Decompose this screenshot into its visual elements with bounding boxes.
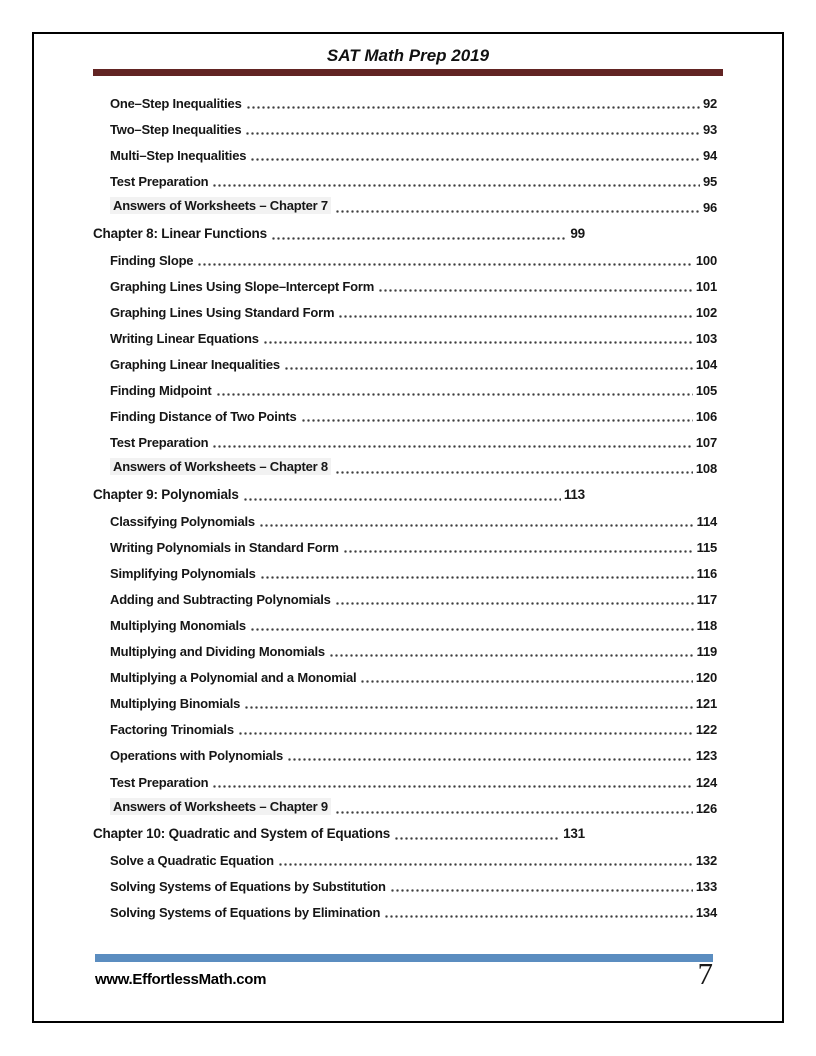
toc-leader — [271, 237, 568, 240]
toc-entry-label: Adding and Subtracting Polynomials — [110, 591, 331, 607]
toc-entry-label: Classifying Polynomials — [110, 513, 255, 529]
toc-page-number: 119 — [696, 644, 717, 660]
toc-entry-label: Writing Polynomials in Standard Form — [110, 539, 339, 555]
toc-page-number: 113 — [563, 487, 585, 502]
toc-entry-label: Solving Systems of Equations by Elimination — [110, 905, 381, 920]
toc-entry[interactable] — [93, 325, 723, 351]
toc-leader — [329, 654, 694, 657]
toc-entry-label: Graphing Linear Inequalities — [110, 357, 280, 373]
toc-entry[interactable] — [93, 429, 723, 455]
toc-entry[interactable] — [93, 873, 723, 899]
toc-page-number: 105 — [695, 383, 717, 399]
toc-page-number: 99 — [570, 226, 585, 242]
toc-page-number: 131 — [563, 826, 585, 842]
toc-leader — [384, 915, 693, 918]
toc-entry-label: One–Step Inequalities — [110, 96, 242, 112]
page-title: SAT Math Prep 2019 — [326, 46, 490, 65]
toc-page-number: 124 — [695, 774, 717, 790]
toc-entry-label: Chapter 8: Linear Functions — [93, 226, 267, 242]
toc-leader — [212, 445, 692, 448]
toc-leader — [343, 550, 694, 553]
toc-entry-label: Solving Systems of Equations by Substitution — [110, 878, 386, 894]
toc-entry[interactable] — [93, 220, 585, 246]
toc-leader — [278, 863, 693, 866]
toc-entry[interactable] — [93, 90, 723, 116]
toc-page-number: 133 — [695, 878, 717, 894]
toc-page-number: 94 — [702, 148, 717, 164]
toc-leader — [378, 289, 693, 292]
toc-entry-label: Chapter 10: Quadratic and System of Equations — [93, 826, 391, 842]
toc-leader — [394, 837, 560, 840]
toc-page-number: 116 — [696, 565, 717, 581]
toc-leader — [390, 889, 693, 892]
toc-entry[interactable] — [93, 664, 723, 690]
toc-page-number: 118 — [696, 617, 717, 633]
toc-leader — [244, 706, 693, 709]
toc-entry[interactable] — [93, 586, 723, 612]
toc-entry[interactable] — [93, 299, 723, 325]
toc-page-number: 106 — [695, 409, 717, 425]
toc-entry[interactable] — [93, 534, 723, 560]
toc-entry[interactable] — [93, 194, 723, 220]
toc-entry[interactable] — [93, 899, 723, 925]
toc-entry[interactable] — [93, 716, 723, 742]
toc-page-number: 93 — [702, 122, 717, 138]
toc-entry-label: Multiplying and Dividing Monomials — [110, 644, 325, 660]
toc-page-number: 103 — [695, 330, 717, 346]
toc-entry-label: Multiplying Monomials — [110, 617, 246, 633]
toc-page-number: 115 — [696, 539, 717, 555]
toc-page-number: 114 — [696, 513, 717, 529]
toc-page-number: 122 — [695, 722, 717, 738]
toc-entry-label: Operations with Polynomials — [110, 748, 284, 764]
toc-entry-label: Writing Linear Equations — [110, 330, 259, 346]
toc-entry[interactable] — [93, 821, 585, 847]
toc-entry[interactable] — [93, 508, 723, 534]
toc-entry-label: Chapter 9: Polynomials — [93, 487, 239, 502]
toc-leader — [259, 524, 694, 527]
toc-page-number: 102 — [695, 304, 717, 320]
toc-leader — [335, 471, 693, 474]
toc-leader — [238, 732, 693, 735]
toc-leader — [335, 210, 700, 213]
toc-page-number: 132 — [695, 852, 717, 868]
toc-entry[interactable] — [93, 455, 723, 481]
toc-entry-label: Test Preparation — [110, 774, 209, 790]
toc-entry[interactable] — [93, 273, 723, 299]
footer-website-link[interactable]: www.EffortlessMath.com — [95, 971, 267, 988]
toc-page-number: 104 — [695, 357, 717, 373]
toc-entry[interactable] — [93, 351, 723, 377]
toc-leader — [197, 263, 693, 266]
toc-list — [93, 90, 723, 925]
toc-entry-label: Finding Midpoint — [110, 383, 212, 399]
toc-leader — [287, 758, 693, 761]
toc-entry-label: Simplifying Polynomials — [110, 565, 256, 581]
toc-page-number: 101 — [695, 278, 717, 294]
toc-entry[interactable] — [93, 116, 723, 142]
toc-page-number: 92 — [702, 96, 717, 112]
toc-page-number: 121 — [695, 696, 717, 712]
toc-leader — [212, 184, 700, 187]
toc-entry[interactable] — [93, 168, 723, 194]
toc-page-number: 95 — [702, 174, 717, 190]
toc-entry-label: Factoring Trinomials — [110, 722, 234, 738]
toc-entry[interactable] — [93, 847, 723, 873]
toc-entry[interactable] — [93, 638, 723, 664]
toc-entry-label: Answers of Worksheets – Chapter 8 — [110, 458, 331, 475]
toc-page-number: 117 — [696, 591, 717, 607]
toc-page-number: 100 — [695, 252, 717, 268]
toc-leader — [250, 158, 700, 161]
toc-page-number: 134 — [695, 905, 717, 920]
toc-leader — [245, 132, 700, 135]
toc-leader — [246, 106, 700, 109]
toc-entry[interactable] — [93, 142, 723, 168]
toc-page-number: 96 — [702, 200, 717, 216]
toc-entry-label: Finding Slope — [110, 252, 194, 268]
toc-page-number: 123 — [695, 748, 717, 764]
toc-page-number: 126 — [695, 800, 717, 816]
toc-entry[interactable] — [93, 247, 723, 273]
toc-leader — [335, 602, 694, 605]
toc-leader — [263, 341, 693, 344]
toc-entry-label: Graphing Lines Using Slope–Intercept Form — [110, 278, 375, 294]
toc-leader — [301, 419, 693, 422]
toc-entry-label: Solve a Quadratic Equation — [110, 852, 274, 868]
footer-page-number: 7 — [697, 956, 713, 991]
toc-leader — [216, 393, 693, 396]
toc-leader — [284, 367, 693, 370]
toc-leader — [260, 576, 694, 579]
toc-leader — [212, 785, 692, 788]
toc-entry-label: Answers of Worksheets – Chapter 7 — [110, 197, 331, 214]
toc-entry[interactable] — [93, 742, 723, 768]
toc-leader — [338, 315, 693, 318]
toc-leader — [360, 680, 692, 683]
toc-entry-label: Test Preparation — [110, 174, 209, 190]
toc-leader — [243, 498, 561, 501]
toc-entry[interactable] — [93, 690, 723, 716]
toc-entry-label: Multi–Step Inequalities — [110, 148, 247, 164]
toc-entry[interactable] — [93, 481, 585, 507]
toc-entry-label: Answers of Worksheets – Chapter 9 — [110, 798, 331, 815]
toc-page-number: 107 — [695, 435, 717, 451]
toc-entry-label: Multiplying a Polynomial and a Monomial — [110, 670, 357, 686]
toc-entry-label: Finding Distance of Two Points — [110, 409, 297, 425]
toc-leader — [250, 628, 694, 631]
toc-entry-label: Graphing Lines Using Standard Form — [110, 304, 335, 320]
toc-page-number: 120 — [695, 670, 717, 686]
toc-entry[interactable] — [93, 403, 723, 429]
toc-entry-label: Two–Step Inequalities — [110, 122, 242, 138]
toc-entry[interactable] — [93, 377, 723, 403]
header-rule — [93, 69, 723, 76]
toc-page-number: 108 — [695, 461, 717, 477]
toc-entry[interactable] — [93, 612, 723, 638]
toc-entry-label: Test Preparation — [110, 435, 209, 451]
toc-entry[interactable] — [93, 560, 723, 586]
toc-leader — [335, 811, 693, 814]
toc-entry[interactable] — [93, 795, 723, 821]
toc-entry-label: Multiplying Binomials — [110, 696, 241, 712]
toc-entry[interactable] — [93, 768, 723, 794]
